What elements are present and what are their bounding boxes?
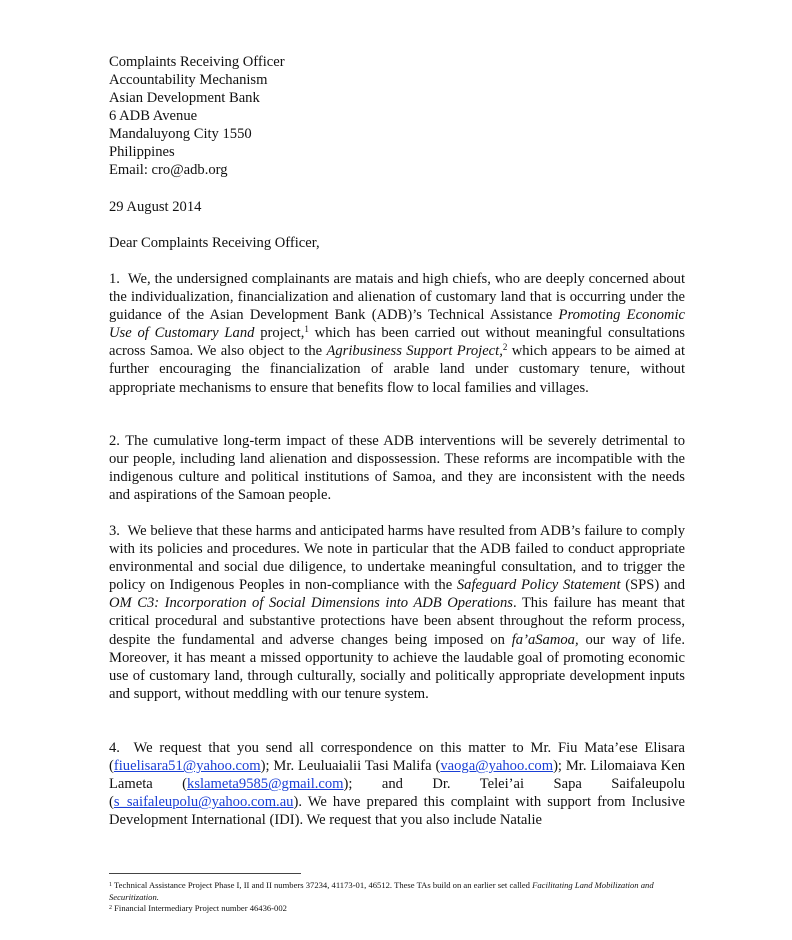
paragraph-text: (SPS) and bbox=[620, 577, 686, 594]
paragraph-text: which has been carried out without meaningful consultations across Samoa. We also object to the bbox=[109, 325, 685, 360]
footnote-number: 2 bbox=[109, 905, 112, 911]
paragraph-number: 1. bbox=[109, 271, 120, 287]
address-line: 6 ADB Avenue bbox=[109, 108, 198, 124]
footnote-divider bbox=[109, 873, 301, 874]
footnote-ref[interactable]: 2 bbox=[502, 342, 508, 353]
email-link[interactable]: fiuelisara51@yahoo.com bbox=[113, 758, 261, 775]
paragraph-4 bbox=[109, 739, 685, 829]
policy-title-italic: OM C3: Incorporation of Social Dimensions into ADB Operations bbox=[109, 595, 513, 612]
paragraph-text: The cumulative long-term impact of these ADB interventions will be severely detrimental to our people, including land alienation and dispossession. These reforms are incompatible with the indigenous culture and political institutions of Samoa, and they are inconsistent with the needs and aspirations of the Samoan people. bbox=[109, 433, 685, 504]
footnote-1 bbox=[109, 880, 685, 903]
letter-date: 29 August 2014 bbox=[109, 199, 202, 215]
paragraph-text: our way of life. Moreover, it has meant a missed opportunity to achieve the laudable goal of promoting economic use of customary land, through culturally, socially and politically appropriate development inputs and support, without meddling with our tenure system. bbox=[109, 631, 685, 702]
paragraph-text: . This failure has meant that critical procedural and substantive protections have been absent throughout the reform process, despite the fundamental and adverse changes being imposed on bbox=[109, 595, 685, 648]
paragraph-text: We request that you send all correspondence on this matter to Mr. Fiu Mata’ese Elisara ( bbox=[109, 740, 686, 775]
paragraph-1 bbox=[109, 270, 685, 397]
email-link[interactable]: vaoga@yahoo.com bbox=[440, 758, 554, 775]
recipient-address bbox=[109, 53, 285, 179]
paragraph-text: ); Mr. Leuluaialii Tasi Malifa ( bbox=[260, 758, 441, 775]
footnote-text: Financial Intermediary Project number 46436-002 bbox=[114, 903, 287, 913]
paragraph-text: which appears to be aimed at further encouraging the financialization of arable land under customary tenure, without appropriate mechanisms to ensure that benefits flow to local families and villages. bbox=[109, 343, 686, 396]
email-link[interactable]: s_saifaleupolu@yahoo.com.au bbox=[113, 794, 294, 811]
footnote-2 bbox=[109, 903, 685, 915]
paragraph-text: ); and Dr. Telei’ai Sapa Saifaleupolu ( bbox=[109, 776, 686, 811]
address-line: Philippines bbox=[109, 144, 175, 160]
paragraph-number: 2. bbox=[109, 433, 120, 449]
paragraph-2 bbox=[109, 432, 685, 504]
footnotes bbox=[109, 880, 685, 915]
project-title-italic: Promoting Economic Use of Customary Land bbox=[109, 307, 686, 342]
address-line: Accountability Mechanism bbox=[109, 72, 268, 88]
address-line: Mandaluyong City 1550 bbox=[109, 126, 252, 142]
paragraph-number: 3. bbox=[109, 523, 120, 539]
term-italic: fa’aSamoa, bbox=[511, 631, 579, 648]
policy-title-italic: Safeguard Policy Statement bbox=[456, 577, 621, 594]
footnote-text: Technical Assistance Project Phase I, II and II numbers 37234, 41173-01, 46512. These TAs build on an earlier set called bbox=[114, 880, 533, 890]
address-line: Asian Development Bank bbox=[109, 90, 260, 106]
address-line: Complaints Receiving Officer bbox=[109, 54, 285, 70]
footnote-italic: Facilitating Land Mobilization and Securitization. bbox=[109, 880, 654, 902]
paragraph-3 bbox=[109, 522, 685, 703]
project-title-italic: Agribusiness Support Project, bbox=[326, 343, 503, 360]
paragraph-text: ); Mr. Lilomaiava Ken Lameta ( bbox=[109, 758, 685, 793]
paragraph-text: We, the undersigned complainants are matais and high chiefs, who are deeply concerned about the individualization, financialization and alienation of customary land that is occurring under the guidance of the Asian Development Bank (ADB)’s Technical Assistance bbox=[109, 271, 686, 324]
footnote-ref[interactable]: 1 bbox=[304, 324, 309, 335]
paragraph-text: ). We have prepared this complaint with support from Inclusive Development International (IDI). We request that you also include Natalie bbox=[109, 794, 685, 829]
paragraph-text: project, bbox=[254, 325, 305, 342]
paragraph-number: 4. bbox=[109, 740, 120, 756]
footnote-number: 1 bbox=[109, 882, 112, 888]
address-line: Email: cro@adb.org bbox=[109, 162, 228, 178]
email-link[interactable]: kslameta9585@gmail.com bbox=[187, 776, 344, 793]
salutation: Dear Complaints Receiving Officer, bbox=[109, 235, 320, 251]
paragraph-text: We believe that these harms and anticipated harms have resulted from ADB’s failure to comply with its policies and procedures. We note in particular that the ADB failed to conduct appropriate environmental and social due diligence, to undertake meaningful consultation, and to trigger the policy on Indigenous Peoples in non-compliance with the bbox=[109, 523, 685, 594]
